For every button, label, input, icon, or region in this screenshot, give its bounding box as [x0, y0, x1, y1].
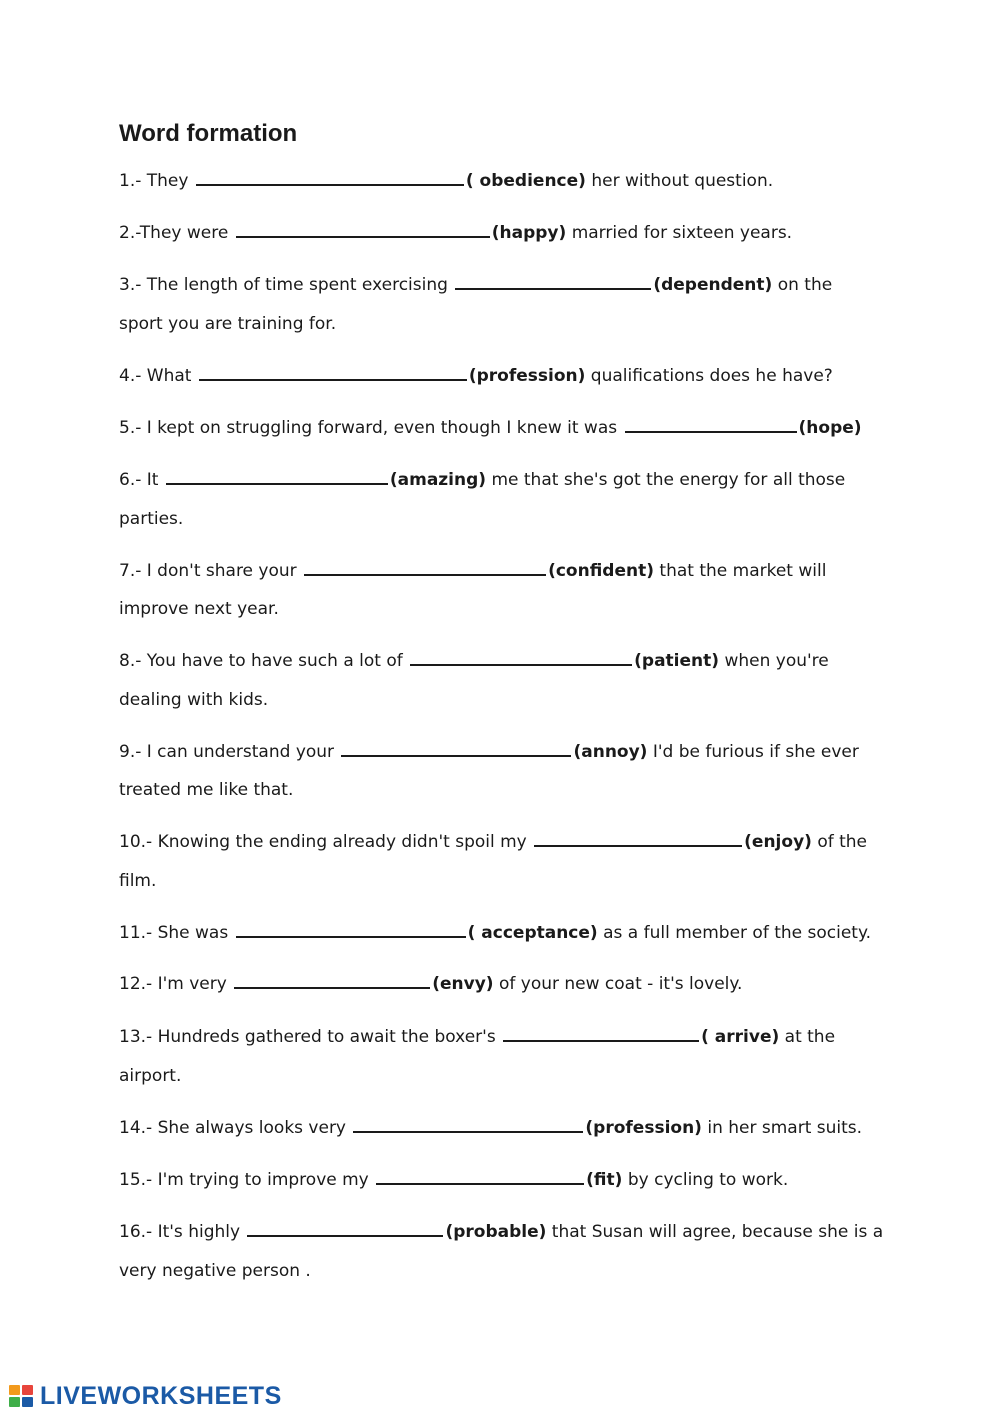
- question-number: 13.-: [119, 1027, 153, 1047]
- question-number: 6.-: [119, 470, 142, 490]
- question-2: [119, 222, 792, 244]
- liveworksheets-logo-text: LIVEWORKSHEETS: [40, 1381, 282, 1410]
- answer-blank[interactable]: [236, 922, 466, 938]
- question-text-after: me that she's got the energy for all those: [491, 470, 846, 490]
- question-number: 5.-: [119, 418, 142, 438]
- word-hint: (probable): [445, 1222, 547, 1242]
- word-hint: (profession): [468, 366, 586, 386]
- question-8-continuation: dealing with kids.: [119, 690, 269, 710]
- question-text-before: I'm very: [157, 974, 227, 994]
- answer-blank[interactable]: [304, 560, 546, 576]
- question-8: [119, 650, 829, 672]
- question-5: [119, 417, 862, 439]
- question-11: [119, 922, 871, 944]
- question-text-after: I'd be furious if she ever: [652, 742, 859, 762]
- question-text-after: as a full member of the society.: [603, 923, 872, 943]
- answer-blank[interactable]: [376, 1169, 584, 1185]
- question-10-continuation: film.: [119, 871, 157, 891]
- word-hint: (dependent): [653, 275, 773, 295]
- answer-blank[interactable]: [196, 170, 464, 186]
- answer-blank[interactable]: [199, 365, 467, 381]
- question-text-after: qualifications does he have?: [590, 366, 833, 386]
- answer-blank[interactable]: [166, 469, 388, 485]
- liveworksheets-logo-icon: [8, 1383, 36, 1409]
- question-text-after: on the: [777, 275, 833, 295]
- question-text-before: It: [146, 470, 159, 490]
- word-hint: ( acceptance): [467, 923, 598, 943]
- question-number: 7.-: [119, 561, 142, 581]
- question-number: 15.-: [119, 1170, 153, 1190]
- answer-blank[interactable]: [247, 1221, 443, 1237]
- question-6: [119, 469, 845, 491]
- answer-blank[interactable]: [236, 222, 490, 238]
- word-hint: ( obedience): [465, 171, 586, 191]
- question-text-after: that Susan will agree, because she is a: [551, 1222, 884, 1242]
- question-text-before: It's highly: [157, 1222, 241, 1242]
- worksheet-title: Word formation: [119, 120, 298, 147]
- answer-blank[interactable]: [410, 650, 632, 666]
- answer-blank[interactable]: [234, 973, 430, 989]
- question-7-continuation: improve next year.: [119, 599, 279, 619]
- question-14: [119, 1117, 862, 1139]
- question-text-after: at the: [784, 1027, 836, 1047]
- question-12: [119, 973, 742, 995]
- question-text-before: I kept on struggling forward, even though I knew it was: [146, 418, 618, 438]
- question-number: 14.-: [119, 1118, 153, 1138]
- question-text-before: What: [146, 366, 192, 386]
- question-number: 12.-: [119, 974, 153, 994]
- word-hint: (profession): [585, 1118, 702, 1138]
- question-number: 2.-: [119, 223, 140, 243]
- question-text-before: She always looks very: [157, 1118, 346, 1138]
- question-number: 4.-: [119, 366, 142, 386]
- question-9: [119, 741, 859, 763]
- word-hint: (hope): [798, 418, 862, 438]
- word-hint: (envy): [432, 974, 494, 994]
- question-text-before: She was: [157, 923, 229, 943]
- question-text-before: They: [146, 171, 189, 191]
- question-text-before: Knowing the ending already didn't spoil my: [157, 832, 527, 852]
- question-4: [119, 365, 833, 387]
- question-16: [119, 1221, 883, 1243]
- question-number: 8.-: [119, 651, 142, 671]
- question-15: [119, 1169, 788, 1191]
- question-text-after: of your new coat - it's lovely.: [498, 974, 743, 994]
- question-number: 3.-: [119, 275, 142, 295]
- answer-blank[interactable]: [455, 274, 651, 290]
- answer-blank[interactable]: [353, 1117, 583, 1133]
- question-text-before: The length of time spent exercising: [146, 275, 448, 295]
- question-16-continuation: very negative person .: [119, 1261, 311, 1281]
- word-hint: (enjoy): [744, 832, 812, 852]
- question-text-before: You have to have such a lot of: [146, 651, 403, 671]
- question-13-continuation: airport.: [119, 1066, 182, 1086]
- answer-blank[interactable]: [341, 741, 571, 757]
- word-hint: (amazing): [389, 470, 487, 490]
- word-hint: (annoy): [573, 742, 648, 762]
- question-7: [119, 560, 826, 582]
- answer-blank[interactable]: [503, 1026, 699, 1042]
- question-10: [119, 831, 867, 853]
- question-text-after: that the market will: [659, 561, 827, 581]
- question-9-continuation: treated me like that.: [119, 780, 294, 800]
- question-text-after: her without question.: [591, 171, 774, 191]
- question-text-after: when you're: [724, 651, 829, 671]
- question-number: 16.-: [119, 1222, 153, 1242]
- question-1: [119, 170, 773, 192]
- question-number: 10.-: [119, 832, 153, 852]
- word-hint: ( arrive): [701, 1027, 780, 1047]
- question-text-after: married for sixteen years.: [571, 223, 793, 243]
- word-hint: (confident): [548, 561, 654, 581]
- question-text-before: They were: [139, 223, 229, 243]
- question-text-before: I'm trying to improve my: [157, 1170, 369, 1190]
- question-text-before: I can understand your: [146, 742, 335, 762]
- question-number: 11.-: [119, 923, 153, 943]
- answer-blank[interactable]: [534, 831, 742, 847]
- question-3: [119, 274, 832, 296]
- question-text-before: Hundreds gathered to await the boxer's: [157, 1027, 496, 1047]
- word-hint: (patient): [634, 651, 720, 671]
- question-number: 9.-: [119, 742, 142, 762]
- question-text-before: I don't share your: [146, 561, 297, 581]
- question-3-continuation: sport you are training for.: [119, 314, 337, 334]
- question-text-after: by cycling to work.: [627, 1170, 789, 1190]
- question-13: [119, 1026, 835, 1048]
- question-text-after: of the: [817, 832, 868, 852]
- liveworksheets-logo[interactable]: [8, 1381, 282, 1411]
- word-hint: (happy): [491, 223, 567, 243]
- answer-blank[interactable]: [625, 417, 797, 433]
- word-hint: (fit): [586, 1170, 623, 1190]
- question-6-continuation: parties.: [119, 509, 184, 529]
- question-text-after: in her smart suits.: [707, 1118, 863, 1138]
- question-number: 1.-: [119, 171, 142, 191]
